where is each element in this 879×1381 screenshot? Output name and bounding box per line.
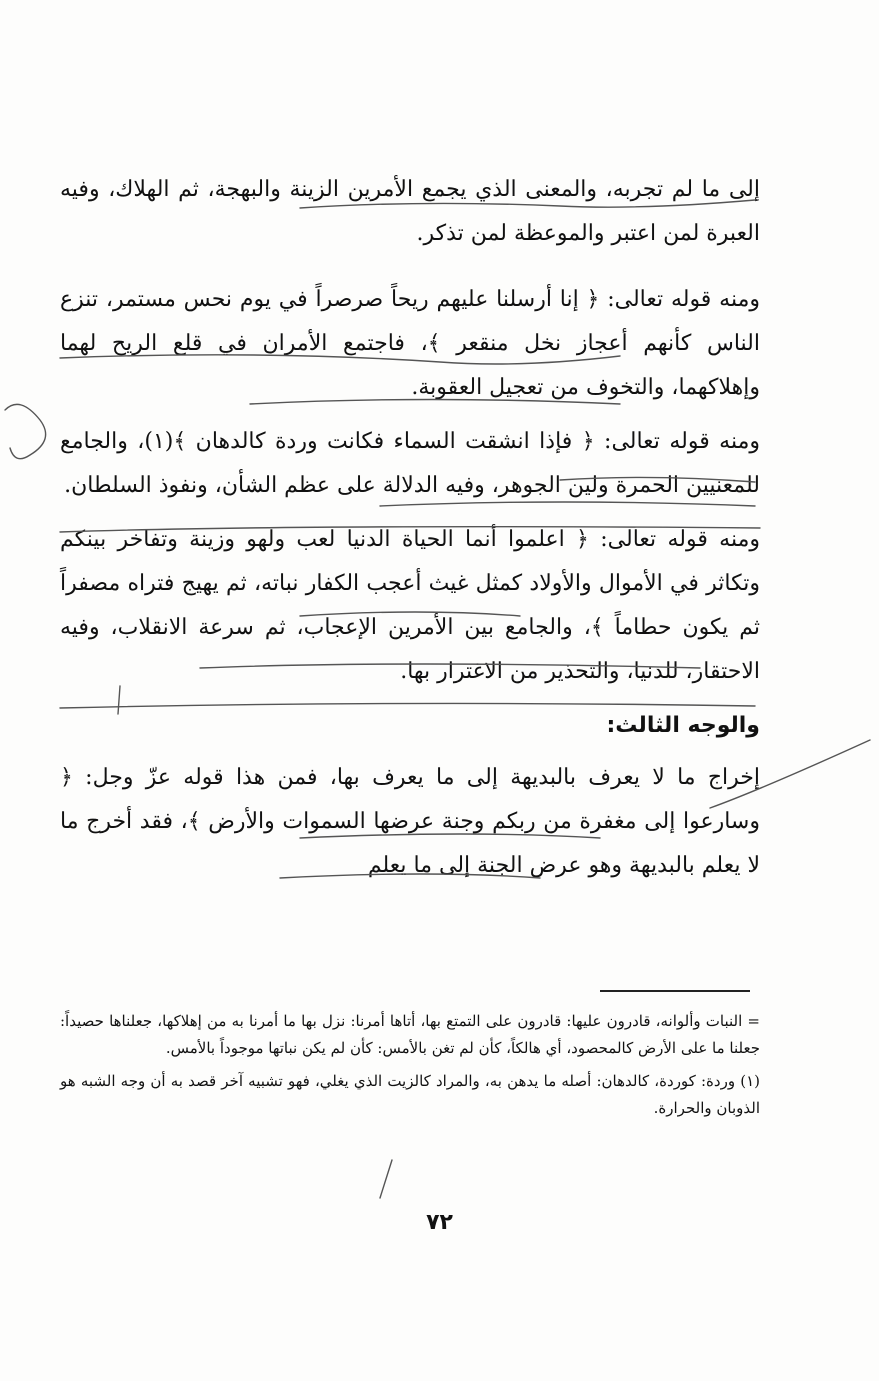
paragraph-1: إلى ما لم تجربه، والمعنى الذي يجمع الأمرين الزينة والبهجة، ثم الهلاك، وفيه العبرة لمن اعتبر والموعظة لمن تذكر. [60,177,760,246]
section-heading: والوجه الثالث: [606,713,760,738]
footnote-1: (١) وردة: كوردة، كالدهان: أصله ما يدهن به، والمراد كالزيت الذي يغلي، فهو تشبيه آخر قصد به أن وجه الشبه هو الذوبان والحرارة. [60,1072,760,1117]
paragraph-3: ومنه قوله تعالى: ﴿ فإذا انشقت السماء فكانت وردة كالدهان ﴾(١)، والجامع للمعنيين الحمرة ولين الجوهر، وفيه الدلالة على عظم الشأن، ونفوذ السلطان. [60,429,760,498]
footnote-separator [600,990,750,992]
page-number: ٧٢ [426,1210,453,1235]
paragraph-5: إخراج ما لا يعرف بالبديهة إلى ما يعرف بها، فمن هذا قوله عزّ وجل: ﴿ وسارعوا إلى مغفرة من ربكم وجنة عرضها السموات والأرض ﴾، فقد أخرج ما لا يعلم بالبديهة وهو عرض الجنة إلى ما يعلم [60,765,760,878]
main-text [60,168,760,898]
paragraph-4: ومنه قوله تعالى: ﴿ اعلموا أنما الحياة الدنيا لعب ولهو وزينة وتفاخر بينكم وتكاثر في الأموال والأولاد كمثل غيث أعجب الكفار نباته، ثم يهيج فتراه مصفراً ثم يكون حطاماً ﴾، والجامع بين الأمرين الإعجاب، ثم سرعة الانقلاب، وفيه الاحتقار، للدنيا، والتحذير من الاغترار بها. [60,527,760,684]
footnote-continuation: = النبات وألوانه، قادرون عليها: قادرون على التمتع بها، أتاها أمرنا: نزل بها ما أمرنا به من إهلاكها، جعلناها حصيداً: جعلنا ما على الأرض كالمحصود، أي هالكاً، كأن لم تغن بالأمس: كأن لم يكن نباتها موجوداً بالأمس. [60,1012,760,1057]
margin-scribble [5,404,46,458]
footnotes [60,1008,760,1128]
footnote-slash [380,1160,392,1198]
paragraph-2: ومنه قوله تعالى: ﴿ إنا أرسلنا عليهم ريحاً صرصراً في يوم نحس مستمر، تنزع الناس كأنهم أعجاز نخل منقعر ﴾، فاجتمع الأمران في قلع الريح لهما وإهلاكهما، والتخوف من تعجيل العقوبة. [60,287,760,400]
